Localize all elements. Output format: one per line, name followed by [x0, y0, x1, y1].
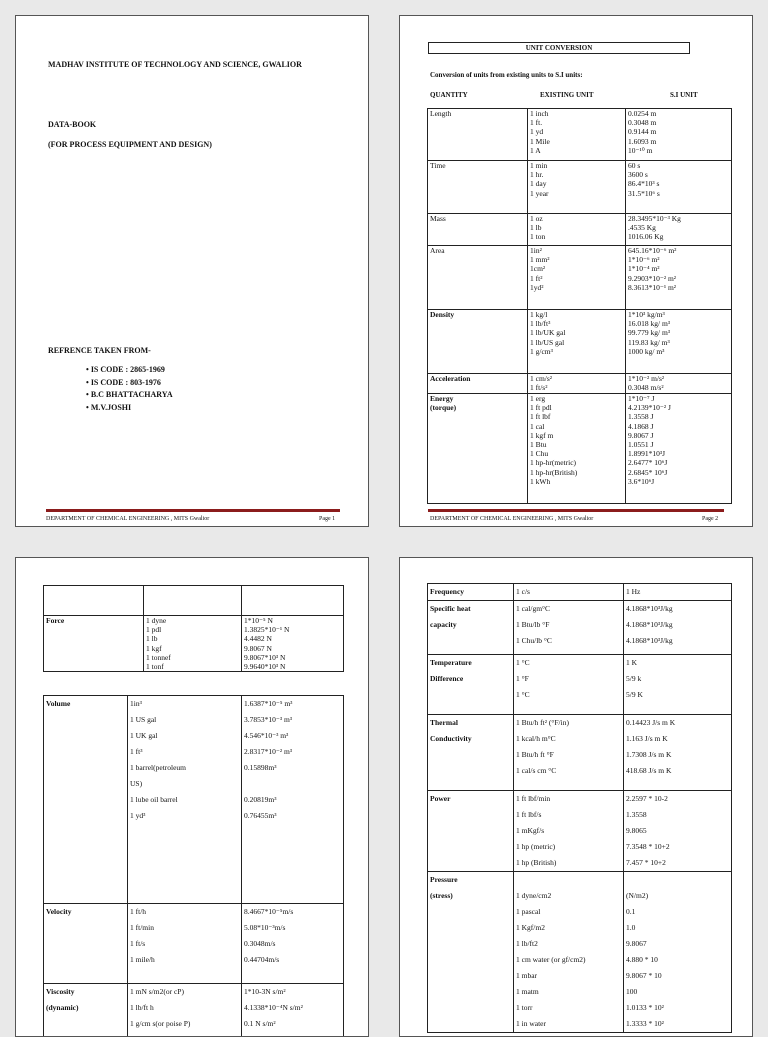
existing-unit-cell: [514, 584, 624, 601]
reference-item: • B.C BHATTACHARYA: [86, 389, 173, 402]
cell-line: [244, 776, 341, 792]
cell-line: 1 barrel(petroleum: [130, 760, 239, 776]
existing-unit-cell: [528, 109, 626, 161]
cell-line: 1 kcal/h m°C: [516, 731, 621, 747]
table-row: [428, 791, 732, 872]
quantity-cell: [428, 161, 528, 214]
reference-heading: REFRENCE TAKEN FROM-: [48, 346, 151, 355]
table-row: [44, 696, 344, 904]
existing-unit-cell: [128, 904, 242, 984]
cell-line: 100: [626, 984, 729, 1000]
cell-line: 1 dyne/cm2: [516, 888, 621, 904]
cell-line: 0.3048m/s: [244, 936, 341, 952]
cell-line: 1*10⁻⁵ N: [244, 616, 341, 625]
cell-line: 1 mile/h: [130, 952, 239, 968]
cell-line: 0.15898m³: [244, 760, 341, 776]
cell-line: 1 hp-hr(metric): [530, 458, 623, 467]
cell-line: 1*10⁻⁴ m²: [628, 264, 729, 273]
cell-line: 1 cal/s cm °C: [516, 763, 621, 779]
cell-line: 1 lb/ft³: [530, 319, 623, 328]
quantity-line: (dynamic): [46, 1000, 125, 1016]
cell-line: 1 lb/US gal: [530, 338, 623, 347]
quantity-cell: [44, 984, 128, 1037]
cell-line: 1 torr: [516, 1000, 621, 1016]
cell-line: 1 kgf: [146, 644, 239, 653]
cell-line: 1 pdl: [146, 625, 239, 634]
cell-line: 1 ft lbf/s: [516, 807, 621, 823]
quantity-cell: [44, 696, 128, 904]
cell-line: 1 ft.: [530, 118, 623, 127]
table-row: [44, 984, 344, 1037]
cell-line: 4.4482 N: [244, 634, 341, 643]
cell-line: 4.546*10⁻³ m³: [244, 728, 341, 744]
cell-line: 1 ft/s²: [530, 383, 623, 392]
quantity-line: Power: [430, 791, 511, 807]
cell-line: 1 Chu: [530, 449, 623, 458]
header-existing-unit: EXISTING UNIT: [540, 91, 594, 99]
cell-line: 10⁻¹⁰ m: [628, 146, 729, 155]
table-row: [44, 616, 344, 672]
cell-line: 1 Btu/lb °F: [516, 617, 621, 633]
existing-unit-cell: [514, 601, 624, 655]
si-unit-cell: [624, 601, 732, 655]
cell-line: 2.8317*10⁻² m³: [244, 744, 341, 760]
cell-line: 0.14423 J/s m K: [626, 715, 729, 731]
cell-line: 1 g/cm³: [530, 347, 623, 356]
cell-line: .4535 Kg: [628, 223, 729, 232]
table-row: [44, 586, 344, 616]
si-unit-cell: [242, 696, 344, 904]
volume-velocity-table: [43, 695, 344, 1037]
cell-line: 1 Btu/h ft² (°F/in): [516, 715, 621, 731]
cell-line: 1 Kgf/m2: [516, 920, 621, 936]
cell-line: 645.16*10⁻⁶ m²: [628, 246, 729, 255]
cell-line: 1 °C: [516, 655, 621, 671]
existing-unit-cell: [528, 214, 626, 246]
cell-line: 1 cal: [530, 422, 623, 431]
quantity-cell: [428, 601, 514, 655]
quantity-cell: [428, 655, 514, 715]
cell-line: US): [130, 776, 239, 792]
cell-line: 8.4667*10⁻⁵m/s: [244, 904, 341, 920]
quantity-line: Pressure: [430, 872, 511, 888]
cell-line: 9.8067 J: [628, 431, 729, 440]
institute-name: MADHAV INSTITUTE OF TECHNOLOGY AND SCIENCE, GWALIOR: [48, 60, 358, 69]
cell-line: 1*10³ kg/m³: [628, 310, 729, 319]
cell-line: 1 kWh: [530, 477, 623, 486]
cell-line: 1 Mile: [530, 137, 623, 146]
quantity-line: Conductivity: [430, 731, 511, 747]
page-4: [399, 557, 753, 1037]
existing-unit-cell: [528, 374, 626, 394]
quantity-line: Mass: [430, 214, 525, 223]
cell-line: 1.163 J/s m K: [626, 731, 729, 747]
table-row: [428, 161, 732, 214]
conversion-table-continued: [427, 583, 732, 1033]
cell-line: 5/9 K: [626, 687, 729, 703]
cell-line: 16.018 kg/ m³: [628, 319, 729, 328]
cell-line: 1 Btu/h ft °F: [516, 747, 621, 763]
si-unit-cell: [624, 655, 732, 715]
cell-line: 1 lb: [530, 223, 623, 232]
quantity-cell: [44, 904, 128, 984]
cell-line: 1*10⁻² m/s²: [628, 374, 729, 383]
table-row: [428, 310, 732, 374]
cell-line: 4.880 * 10: [626, 952, 729, 968]
databook-title: DATA-BOOK: [48, 120, 96, 129]
cell-line: 1.8991*10³J: [628, 449, 729, 458]
conversion-intro: Conversion of units from existing units to S.I units:: [430, 71, 583, 79]
cell-line: 1 yd³: [130, 808, 239, 824]
cell-line: 1*10⁻⁷ J: [628, 394, 729, 403]
cell-line: 1 A: [530, 146, 623, 155]
cell-line: 1 tonf: [146, 662, 239, 671]
cell-line: 4.1868*10³J/kg: [626, 601, 729, 617]
si-unit-cell: [626, 109, 732, 161]
cell-line: 1 c/s: [516, 584, 621, 600]
cell-line: 1 Btu: [530, 440, 623, 449]
quantity-cell: [428, 394, 528, 504]
cell-line: [516, 872, 621, 888]
existing-unit-cell: [528, 161, 626, 214]
cell-line: 1 in water: [516, 1016, 621, 1032]
existing-unit-cell: [528, 394, 626, 504]
table-row: [428, 394, 732, 504]
quantity-cell: [428, 715, 514, 791]
existing-unit-cell: [514, 791, 624, 872]
table-row: [428, 872, 732, 1033]
cell-line: 4.1868 J: [628, 422, 729, 431]
cell-line: 1 lb: [146, 634, 239, 643]
quantity-cell: [428, 109, 528, 161]
conversion-table: [427, 108, 732, 504]
cell-line: 4.1868*10³J/kg: [626, 633, 729, 649]
cell-line: 1 ft³: [130, 744, 239, 760]
cell-line: 2.6477* 10⁶J: [628, 458, 729, 467]
cell-line: 1 pascal: [516, 904, 621, 920]
footer-department: DEPARTMENT OF CHEMICAL ENGINEERING , MITS Gwalior: [46, 516, 209, 522]
si-unit-cell: [624, 715, 732, 791]
si-unit-cell: [626, 161, 732, 214]
cell-line: 1 ft/min: [130, 920, 239, 936]
cell-line: 1.7308 J/s m K: [626, 747, 729, 763]
cell-line: 3600 s: [628, 170, 729, 179]
cell-line: 1 ton: [530, 232, 623, 241]
cell-line: 1.0133 * 10²: [626, 1000, 729, 1016]
existing-unit-cell: [528, 246, 626, 310]
cell-line: 1in²: [530, 246, 623, 255]
table-row: [428, 655, 732, 715]
quantity-line: (stress): [430, 888, 511, 904]
cell-line: 1 UK gal: [130, 728, 239, 744]
cell-line: 1016.06 Kg: [628, 232, 729, 241]
existing-unit-cell: [514, 715, 624, 791]
quantity-cell: [428, 584, 514, 601]
cell-line: 1 erg: [530, 394, 623, 403]
cell-line: 1.6387*10⁻⁵ m³: [244, 696, 341, 712]
cell-line: 1 g/cm s(or poise P): [130, 1016, 239, 1032]
cell-line: 5/9 k: [626, 671, 729, 687]
cell-line: 1 kg/l: [530, 310, 623, 319]
cell-line: [626, 872, 729, 888]
table-row: [428, 246, 732, 310]
cell-line: 0.44704m/s: [244, 952, 341, 968]
cell-line: 9.2903*10⁻² m²: [628, 274, 729, 283]
cell-line: 1 mKgf/s: [516, 823, 621, 839]
cell-line: 3.6*10⁶J: [628, 477, 729, 486]
cell-line: 9.8067 N: [244, 644, 341, 653]
cell-line: 0.1 N s/m²: [244, 1016, 341, 1032]
cell-line: 60 s: [628, 161, 729, 170]
existing-unit-cell: [128, 984, 242, 1037]
footer-rule: [46, 509, 340, 512]
si-unit-cell: [624, 791, 732, 872]
cell-line: 1.3558 J: [628, 412, 729, 421]
cell-line: 4.2139*10⁻² J: [628, 403, 729, 412]
cell-line: 2.2597 * 10-2: [626, 791, 729, 807]
cell-line: 1 inch: [530, 109, 623, 118]
footer-department: DEPARTMENT OF CHEMICAL ENGINEERING , MITS Gwalior: [430, 516, 593, 522]
page-3: [15, 557, 369, 1037]
cell-line: 1 hp (British): [516, 855, 621, 871]
si-unit-cell: [626, 374, 732, 394]
quantity-line: Time: [430, 161, 525, 170]
reference-item: • IS CODE : 2865-1969: [86, 364, 173, 377]
cell-line: (N/m2): [626, 888, 729, 904]
cell-line: 1 cal/gm°C: [516, 601, 621, 617]
table-row: [428, 214, 732, 246]
databook-subtitle: (FOR PROCESS EQUIPMENT AND DESIGN): [48, 140, 212, 149]
cell-line: 1 min: [530, 161, 623, 170]
cell-line: 9.9640*10³ N: [244, 662, 341, 671]
cell-line: 1 US gal: [130, 712, 239, 728]
table-row: [428, 601, 732, 655]
quantity-cell: [428, 872, 514, 1033]
cell-line: 0.20819m³: [244, 792, 341, 808]
quantity-line: Velocity: [46, 904, 125, 920]
cell-line: 1in³: [130, 696, 239, 712]
cell-line: 1 K: [626, 655, 729, 671]
quantity-line: Viscosity: [46, 984, 125, 1000]
cell-line: 1 ft/s: [130, 936, 239, 952]
quantity-line: Area: [430, 246, 525, 255]
cell-line: 8.3613*10⁻¹ m²: [628, 283, 729, 292]
si-unit-cell: [624, 584, 732, 601]
cell-line: 99.779 kg/ m³: [628, 328, 729, 337]
table-row: [44, 904, 344, 984]
cell-line: 1 lb/UK gal: [530, 328, 623, 337]
cell-line: 1yd²: [530, 283, 623, 292]
cell-line: 1.3825*10⁻¹ N: [244, 625, 341, 634]
cell-line: 28.3495*10⁻³ Kg: [628, 214, 729, 223]
si-unit-cell: [624, 872, 732, 1033]
si-unit-cell: [242, 904, 344, 984]
si-unit-cell: [626, 310, 732, 374]
quantity-line: Length: [430, 109, 525, 118]
quantity-cell: [428, 214, 528, 246]
cell-line: 1 dyne: [146, 616, 239, 625]
cell-line: 1 °C: [516, 687, 621, 703]
existing-unit-cell: [144, 616, 242, 672]
quantity-line: (torque): [430, 403, 525, 412]
table-row: [428, 715, 732, 791]
reference-item: • M.V.JOSHI: [86, 402, 173, 415]
cell-line: 418.68 J/s m K: [626, 763, 729, 779]
cell-line: 1.0: [626, 920, 729, 936]
cell-line: 119.83 kg/ m³: [628, 338, 729, 347]
quantity-cell: [428, 374, 528, 394]
cell-line: 9.8067: [626, 936, 729, 952]
cell-line: 0.1: [626, 904, 729, 920]
cell-line: 1 °F: [516, 671, 621, 687]
cell-line: 1*10⁻⁶ m²: [628, 255, 729, 264]
si-unit-cell: [242, 984, 344, 1037]
cell-line: 0.3048 m/s²: [628, 383, 729, 392]
cell-line: 1 hp-hr(British): [530, 468, 623, 477]
quantity-cell: [428, 791, 514, 872]
cell-line: 1 kgf m: [530, 431, 623, 440]
cell-line: 9.8067 * 10: [626, 968, 729, 984]
quantity-line: Specific heat: [430, 601, 511, 617]
cell-line: 1.3333 * 10²: [626, 1016, 729, 1032]
cell-line: 7.3548 * 10+2: [626, 839, 729, 855]
quantity-line: Difference: [430, 671, 511, 687]
cell-line: 9.8067*10³ N: [244, 653, 341, 662]
cell-line: 1 hr.: [530, 170, 623, 179]
cell-line: 1 ft/h: [130, 904, 239, 920]
reference-item: • IS CODE : 803-1976: [86, 377, 173, 390]
cell-line: 1*10-3N s/m²: [244, 984, 341, 1000]
quantity-cell: [428, 246, 528, 310]
unit-conversion-title: UNIT CONVERSION: [428, 42, 690, 54]
cell-line: 1000 kg/ m³: [628, 347, 729, 356]
cell-line: 5.08*10⁻³m/s: [244, 920, 341, 936]
quantity-line: Thermal: [430, 715, 511, 731]
cell-line: 1 ft lbf: [530, 412, 623, 421]
cell-line: 1 Chu/lb °C: [516, 633, 621, 649]
header-quantity: QUANTITY: [430, 91, 468, 99]
cell-line: 9.8065: [626, 823, 729, 839]
reference-list: [86, 364, 173, 414]
si-unit-cell: [626, 394, 732, 504]
quantity-cell: Force: [44, 616, 144, 672]
si-unit-cell: [626, 246, 732, 310]
cell-line: 2.6845* 10⁶J: [628, 468, 729, 477]
cell-line: 0.76455m³: [244, 808, 341, 824]
existing-unit-cell: [528, 310, 626, 374]
header-si-unit: S.I UNIT: [670, 91, 698, 99]
cell-line: 0.9144 m: [628, 127, 729, 136]
quantity-line: capacity: [430, 617, 511, 633]
quantity-line: Volume: [46, 696, 125, 712]
cell-line: 3.7853*10⁻³ m³: [244, 712, 341, 728]
existing-unit-cell: [128, 696, 242, 904]
cell-line: 1 cm water (or gf/cm2): [516, 952, 621, 968]
cell-line: 0.0254 m: [628, 109, 729, 118]
cell-line: 31.5*10⁶ s: [628, 189, 729, 198]
cell-line: 1cm²: [530, 264, 623, 273]
quantity-line: Energy: [430, 394, 525, 403]
existing-unit-cell: [514, 655, 624, 715]
cell-line: 1 Hz: [626, 584, 729, 600]
cell-line: 7.457 * 10+2: [626, 855, 729, 871]
cell-line: 1 mN s/m2(or cP): [130, 984, 239, 1000]
quantity-line: Density: [430, 310, 525, 319]
page-1: [15, 15, 369, 527]
cell-line: 1 ft²: [530, 274, 623, 283]
page-number: Page 1: [319, 516, 335, 522]
cell-line: 1 yd: [530, 127, 623, 136]
cell-line: 1 ft pdl: [530, 403, 623, 412]
cell-line: 0.3048 m: [628, 118, 729, 127]
cell-line: 86.4*10³ s: [628, 179, 729, 188]
page-number: Page 2: [702, 516, 718, 522]
cell-line: 1 ft lbf/min: [516, 791, 621, 807]
table-row: [428, 109, 732, 161]
cell-line: 1 lube oil barrel: [130, 792, 239, 808]
table-row: [428, 584, 732, 601]
cell-line: 1 mbar: [516, 968, 621, 984]
cell-line: 1 lb/ft2: [516, 936, 621, 952]
table-row: [428, 374, 732, 394]
quantity-line: Temperature: [430, 655, 511, 671]
existing-unit-cell: [514, 872, 624, 1033]
si-unit-cell: [626, 214, 732, 246]
cell-line: 1 matm: [516, 984, 621, 1000]
footer-rule: [428, 509, 724, 512]
cell-line: 1 tonnef: [146, 653, 239, 662]
page-2: [399, 15, 753, 527]
cell-line: 1 year: [530, 189, 623, 198]
quantity-cell: [428, 310, 528, 374]
cell-line: 1.6093 m: [628, 137, 729, 146]
cell-line: 1 cm/s²: [530, 374, 623, 383]
cell-line: 1.0551 J: [628, 440, 729, 449]
cell-line: 1 hp (metric): [516, 839, 621, 855]
si-unit-cell: [242, 616, 344, 672]
cell-line: 1 mm²: [530, 255, 623, 264]
cell-line: 4.1868*10³J/kg: [626, 617, 729, 633]
cell-line: 1 oz: [530, 214, 623, 223]
quantity-line: Acceleration: [430, 374, 525, 383]
cell-line: 1 lb/ft h: [130, 1000, 239, 1016]
quantity-line: Frequency: [430, 584, 511, 600]
cell-line: 1.3558: [626, 807, 729, 823]
force-table: [43, 585, 344, 672]
cell-line: 1 day: [530, 179, 623, 188]
cell-line: 4.1338*10⁻⁴N s/m²: [244, 1000, 341, 1016]
